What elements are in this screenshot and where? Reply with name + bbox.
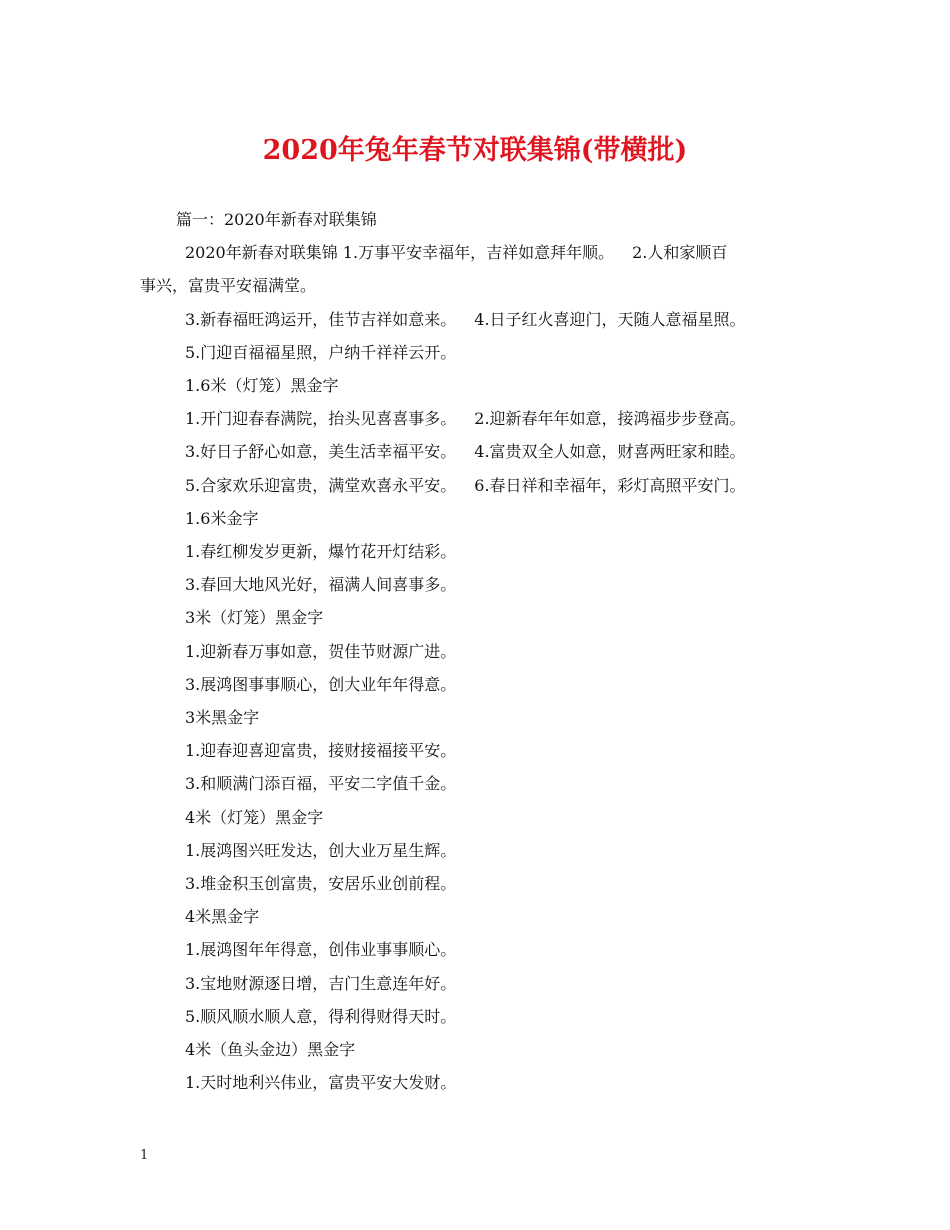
line-part: 1.6米（灯笼）黑金字 [185,376,339,396]
line-part: 4米（灯笼）黑金字 [185,807,324,827]
text-line [140,269,820,302]
text-line [140,1000,820,1033]
line-part: 4米（鱼头金边）黑金字 [185,1040,356,1060]
page-number: 1 [140,1148,149,1163]
line-part: 2.迎新春年年如意，接鸿福步步登高。 [474,409,746,429]
text-line [140,900,820,933]
line-part: 5.合家欢乐迎富贵，满堂欢喜永平安。 [185,475,457,495]
line-part: 1.6米金字 [185,508,259,528]
line-part: 3.和顺满门添百福，平安二字值千金。 [185,774,457,794]
text-line [140,435,820,468]
text-line [140,469,820,502]
line-part: 5.顺风顺水顺人意，得利得财得天时。 [185,1006,457,1026]
text-line [140,801,820,834]
line-part: 1.春红柳发岁更新，爆竹花开灯结彩。 [185,542,457,562]
line-part: 2020年新春对联集锦 1.万事平安幸福年，吉祥如意拜年顺。 [185,243,615,263]
line-part: 事兴，富贵平安福满堂。 [140,276,317,296]
line-part: 1.展鸿图年年得意，创伟业事事顺心。 [185,940,457,960]
line-part: 3.宝地财源逐日增，吉门生意连年好。 [185,973,457,993]
text-line [140,601,820,634]
line-part: 4.富贵双全人如意，财喜两旺家和睦。 [474,442,746,462]
line-part: 3.堆金积玉创富贵，安居乐业创前程。 [185,874,457,894]
text-line [140,502,820,535]
text-line [140,402,820,435]
line-part: 3米（灯笼）黑金字 [185,608,324,628]
text-line [140,369,820,402]
text-line [140,568,820,601]
text-line [140,701,820,734]
text-line [140,668,820,701]
text-line [140,303,820,336]
line-part: 4米黑金字 [185,907,260,927]
text-line [140,933,820,966]
line-part: 3.春回大地风光好，福满人间喜事多。 [185,575,457,595]
text-line [140,535,820,568]
text-line [140,967,820,1000]
text-line [140,834,820,867]
document-title: 2020年兔年春节对联集锦(带横批) [262,135,688,166]
text-line [140,1033,820,1066]
line-part: 1.天时地利兴伟业，富贵平安大发财。 [185,1073,457,1093]
text-line [140,767,820,800]
text-line [140,1066,820,1099]
line-part: 3.展鸿图事事顺心，创大业年年得意。 [185,674,457,694]
line-part: 6.春日祥和幸福年，彩灯高照平安门。 [474,475,746,495]
document-body [140,203,820,1099]
text-line [140,635,820,668]
text-line [140,336,820,369]
line-part: 4.日子红火喜迎门，天随人意福星照。 [474,309,746,329]
line-part: 1.迎春迎喜迎富贵，接财接福接平安。 [185,741,457,761]
text-line [140,236,820,269]
text-line [140,734,820,767]
line-part: 5.门迎百福福星照，户纳千祥祥云开。 [185,342,457,362]
line-part: 2.人和家顺百 [632,243,728,263]
line-part: 1.展鸿图兴旺发达，创大业万星生辉。 [185,840,457,860]
text-line [140,867,820,900]
line-part: 1.开门迎春春满院，抬头见喜喜事多。 [185,409,457,429]
line-part: 3.新春福旺鸿运开，佳节吉祥如意来。 [185,309,457,329]
line-part: 3.好日子舒心如意，美生活幸福平安。 [185,442,457,462]
line-part: 3米黑金字 [185,708,260,728]
line-part: 1.迎新春万事如意，贺佳节财源广进。 [185,641,457,661]
section-heading: 篇一：2020年新春对联集锦 [176,210,377,229]
